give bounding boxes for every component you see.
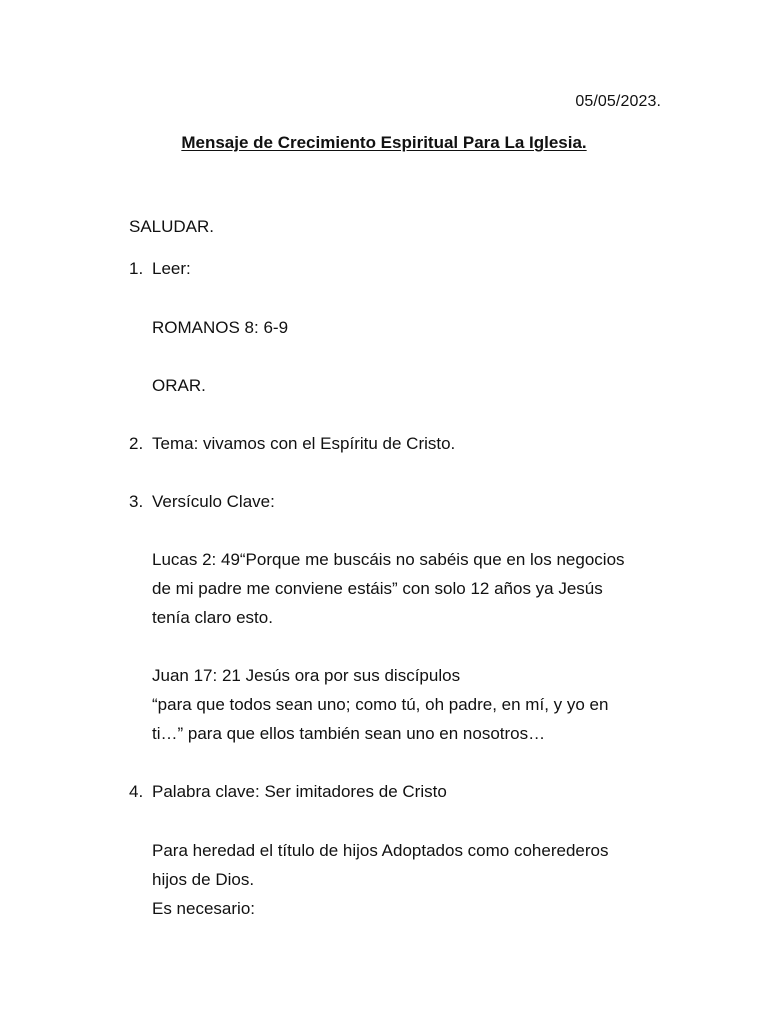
- item-heading-4: Palabra clave: Ser imitadores de Cristo: [152, 782, 447, 801]
- item-number-2: 2.: [129, 434, 144, 453]
- verse-line-3: tenía claro esto.: [152, 608, 273, 627]
- item-heading-3: Versículo Clave:: [152, 492, 275, 511]
- item-number-4: 4.: [129, 782, 144, 801]
- paragraph-line-3: Es necesario:: [152, 899, 255, 918]
- verse-line-5: “para que todos sean uno; como tú, oh padre, en mí, y yo en: [152, 695, 609, 714]
- item-heading-1: Leer:: [152, 259, 191, 278]
- item-number-3: 3.: [129, 492, 144, 511]
- verse-line-6: ti…” para que ellos también sean uno en nosotros…: [152, 724, 546, 743]
- greeting-text: SALUDAR.: [129, 217, 215, 236]
- verse-line-2: de mi padre me conviene estáis” con solo 12 años ya Jesús: [152, 579, 603, 598]
- paragraph-line-1: Para heredad el título de hijos Adoptados como coherederos: [152, 841, 609, 860]
- document-date: 05/05/2023.: [575, 93, 661, 110]
- prayer-instruction: ORAR.: [152, 376, 206, 395]
- document-title: Mensaje de Crecimiento Espiritual Para La Iglesia.: [181, 133, 587, 152]
- scripture-reference: ROMANOS 8: 6-9: [152, 318, 289, 337]
- verse-line-1: Lucas 2: 49“Porque me buscáis no sabéis que en los negocios: [152, 550, 625, 569]
- paragraph-line-2: hijos de Dios.: [152, 870, 255, 889]
- verse-line-4: Juan 17: 21 Jesús ora por sus discípulos: [152, 666, 461, 685]
- item-number-1: 1.: [129, 259, 144, 278]
- item-heading-2: Tema: vivamos con el Espíritu de Cristo.: [152, 434, 456, 453]
